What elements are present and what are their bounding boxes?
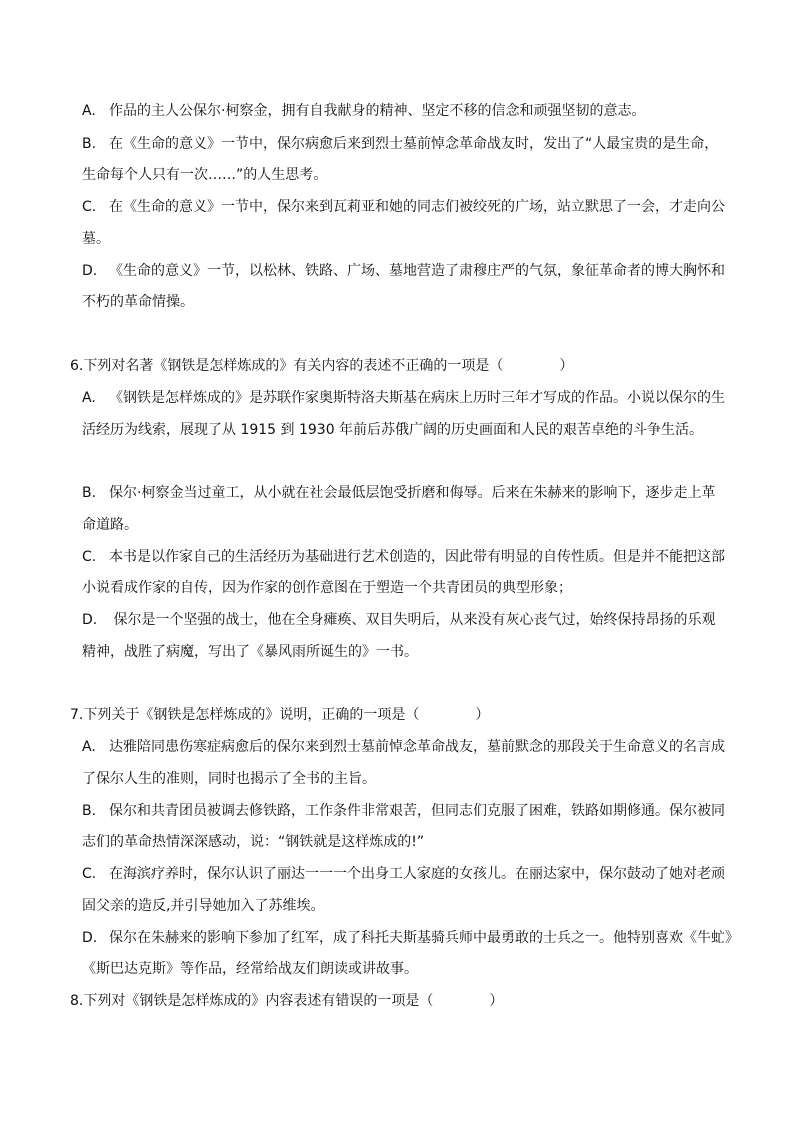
option-text: 保尔·柯察金当过童工，从小就在社会最低层饱受折磨和侮辱。后来在朱赫来的影响下，逐步走上革 xyxy=(109,485,716,501)
option-text: 本书是以作家自己的生活经历为基础进行艺术创造的，因此带有明显的自传性质。但是并不能把这部 xyxy=(109,549,725,565)
option-text: 保尔在朱赫来的影响下参加了红军，成了科托夫斯基骑兵师中最勇敢的士兵之一。他特别喜欢《牛虻》 xyxy=(109,930,739,946)
question-8-stem: 8.下列对《钢铁是怎样炼成的》内容表述有错误的一项是（ ） xyxy=(70,993,504,1009)
q6-option-c-line-1 xyxy=(82,547,725,567)
option-c-line-1 xyxy=(82,197,725,217)
q6-option-c-line-2: 小说看成作家的自传，因为作家的创作意图在于塑造一个共青团员的典型形象； xyxy=(82,580,572,596)
q6-option-b-line-1 xyxy=(82,483,715,503)
q7-option-c-line-2: 固父亲的造反,并引导她加入了苏维埃。 xyxy=(82,898,325,914)
option-label: A. xyxy=(82,103,96,119)
q7-option-b-line-2: 志们的革命热情深深感动，说：“钢铁就是这样炼成的!” xyxy=(82,834,425,850)
q7-option-d-line-1 xyxy=(82,928,739,948)
option-text: 作品的主人公保尔·柯察金，拥有自我献身的精神、坚定不移的信念和顽强坚韧的意志。 xyxy=(109,103,646,119)
option-text: 在《生命的意义》一节中，保尔来到瓦莉亚和她的同志们被绞死的广场，站立默思了一会，才走向公 xyxy=(109,199,725,215)
option-label: C. xyxy=(82,549,97,565)
option-label: B. xyxy=(82,485,97,501)
q6-option-d-line-1 xyxy=(82,610,715,630)
option-label: B. xyxy=(82,136,97,152)
option-label: A. xyxy=(82,390,96,406)
q7-option-a-line-1 xyxy=(82,737,725,757)
option-label: C. xyxy=(82,199,97,215)
option-c-line-2: 墓。 xyxy=(82,231,110,247)
option-label: B. xyxy=(82,803,97,819)
option-label: A. xyxy=(82,739,96,755)
q7-option-d-line-2: 《斯巴达克斯》等作品，经常给战友们朗读或讲故事。 xyxy=(82,961,418,977)
q6-option-a-line-2: 活经历为线索，展现了从 1915 到 1930 年前后苏俄广阔的历史画面和人民的艰苦卓绝的斗争生活。 xyxy=(82,422,704,438)
option-text: 在海滨疗养时，保尔认识了丽达一一一个出身工人家庭的女孩儿。在丽达家中，保尔鼓动了她对老顽 xyxy=(109,866,725,882)
option-a-line-1 xyxy=(82,101,645,121)
question-7-stem: 7.下列关于《钢铁是怎样炼成的》说明，正确的一项是（ ） xyxy=(70,707,490,723)
option-text: 保尔是一个坚强的战士，他在全身瘫痪、双目失明后，从来没有灰心丧气过，始终保持昂扬的乐观 xyxy=(109,612,716,628)
q6-option-a-line-1 xyxy=(82,388,725,408)
option-d-line-1 xyxy=(82,261,725,281)
option-label: C. xyxy=(82,866,97,882)
q6-option-b-line-2: 命道路。 xyxy=(82,517,138,533)
q7-option-c-line-1 xyxy=(82,864,725,884)
option-label: D. xyxy=(82,930,98,946)
question-6-stem: 6.下列对名著《钢铁是怎样炼成的》有关内容的表述不正确的一项是（ ） xyxy=(70,358,574,374)
option-text: 《生命的意义》一节，以松林、铁路、广场、墓地营造了肃穆庄严的气氛，象征革命者的博大胸怀和 xyxy=(109,263,725,279)
option-text: 达雅陪同患伤寒症病愈后的保尔来到烈士墓前悼念革命战友，墓前默念的那段关于生命意义的名言成 xyxy=(109,739,725,755)
q6-option-d-line-2: 精神，战胜了病魔，写出了《暴风雨所诞生的》一书。 xyxy=(82,644,418,660)
option-label: D. xyxy=(82,612,98,628)
option-b-line-2: 生命每个人只有一次……”的人生思考。 xyxy=(82,167,328,183)
option-text: 在《生命的意义》一节中，保尔病愈后来到烈士墓前悼念革命战友时，发出了“人最宝贵的是生命， xyxy=(109,136,719,152)
q7-option-a-line-2: 了保尔人生的准则，同时也揭示了全书的主旨。 xyxy=(82,771,376,787)
q7-option-b-line-1 xyxy=(82,801,725,821)
option-label: D. xyxy=(82,263,98,279)
option-text: 保尔和共青团员被调去修铁路，工作条件非常艰苦，但同志们克服了困难，铁路如期修通。保尔被同 xyxy=(109,803,725,819)
option-b-line-1 xyxy=(82,134,718,154)
option-d-line-2: 不朽的革命情操。 xyxy=(82,294,194,310)
option-text: 《钢铁是怎样炼成的》是苏联作家奥斯特洛夫斯基在病床上历时三年才写成的作品。小说以保尔的生 xyxy=(109,390,725,406)
